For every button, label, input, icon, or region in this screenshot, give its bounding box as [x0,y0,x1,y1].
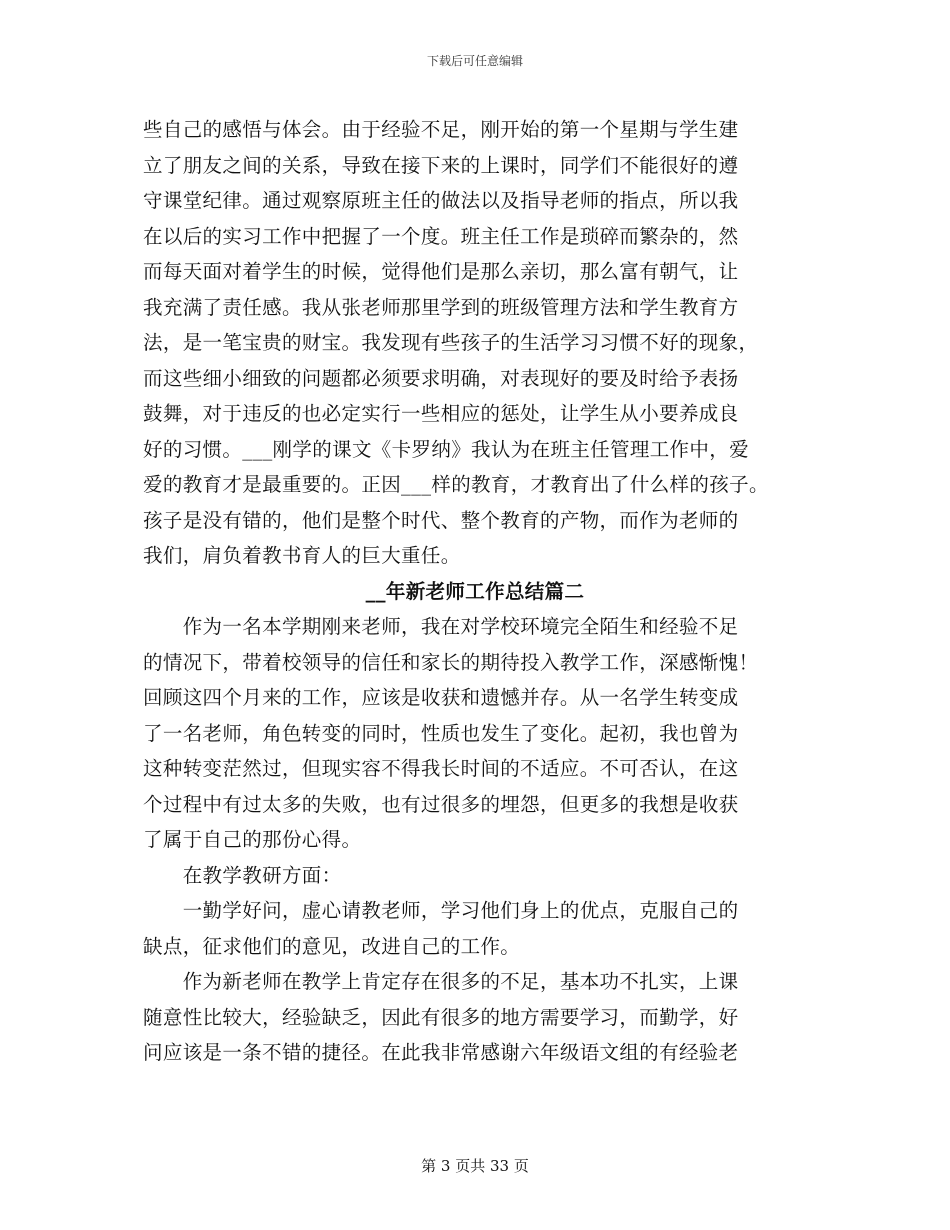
page-header: 下载后可任意编辑 [426,54,523,68]
paragraph-line: 了属于自己的那份心得。 [143,828,362,851]
page-number: 第 3 页共 33 页 [421,1157,529,1175]
paragraph-line: 我们，肩负着教书育人的巨大重任。 [143,544,461,567]
paragraph-line: 的情况下，带着校领导的信任和家长的期待投入教学工作，深感惭愧！ [143,651,759,674]
paragraph-line: 个过程中有过太多的失败，也有过很多的埋怨，但更多的我想是收获 [143,793,739,816]
paragraph-line: 在以后的实习工作中把握了一个度。班主任工作是琐碎而繁杂的，然 [143,225,739,248]
paragraph-line: 法，是一笔宝贵的财宝。我发现有些孩子的生活学习习惯不好的现象， [143,331,759,354]
paragraph-line: 这种转变茫然过，但现实容不得我长时间的不适应。不可否认，在这 [143,757,739,780]
paragraph-line: 守课堂纪律。通过观察原班主任的做法以及指导老师的指点，所以我 [143,189,739,212]
paragraph-line: 好的习惯。___刚学的课文《卡罗纳》我认为在班主任管理工作中，爱 [143,438,749,461]
paragraph-line: 回顾这四个月来的工作，应该是收获和遗憾并存。从一名学生转变成 [143,686,739,709]
paragraph-line: 问应该是一条不错的捷径。在此我非常感谢六年级语文组的有经验老 [143,1041,739,1064]
paragraph-line: 随意性比较大，经验缺乏，因此有很多的地方需要学习，而勤学，好 [143,1006,739,1029]
paragraph-line: 而这些细小细致的问题都必须要求明确，对表现好的要及时给予表扬 [143,367,739,390]
paragraph-line: 鼓舞，对于违反的也必定实行一些相应的惩处，让学生从小要养成良 [143,402,739,425]
paragraph-line: 缺点，征求他们的意见，改进自己的工作。 [143,935,521,958]
paragraph-line: 些自己的感悟与体会。由于经验不足，刚开始的第一个星期与学生建 [143,118,739,141]
paragraph-line: 而每天面对着学生的时候，觉得他们是那么亲切，那么富有朝气，让 [143,260,739,283]
paragraph-line: 我充满了责任感。我从张老师那里学到的班级管理方法和学生教育方 [143,296,739,319]
paragraph-line: 了一名老师，角色转变的同时，性质也发生了变化。起初，我也曾为 [143,722,739,745]
paragraph-line: 作为新老师在教学上肯定存在很多的不足，基本功不扎实，上课 [143,970,739,993]
paragraph-line: 立了朋友之间的关系，导致在接下来的上课时，同学们不能很好的遵 [143,154,739,177]
paragraph-line: 作为一名本学期刚来老师，我在对学校环境完全陌生和经验不足 [143,615,739,638]
paragraph-line: 爱的教育才是最重要的。正因___样的教育，才教育出了什么样的孩子。 [143,473,769,496]
paragraph-line: 在教学教研方面： [143,864,342,887]
paragraph-line: 一勤学好问，虚心请教老师，学习他们身上的优点，克服自己的 [143,899,739,922]
paragraph-line: 孩子是没有错的，他们是整个时代、整个教育的产物，而作为老师的 [143,509,739,532]
section-heading: __年新老师工作总结篇二 [365,580,585,603]
